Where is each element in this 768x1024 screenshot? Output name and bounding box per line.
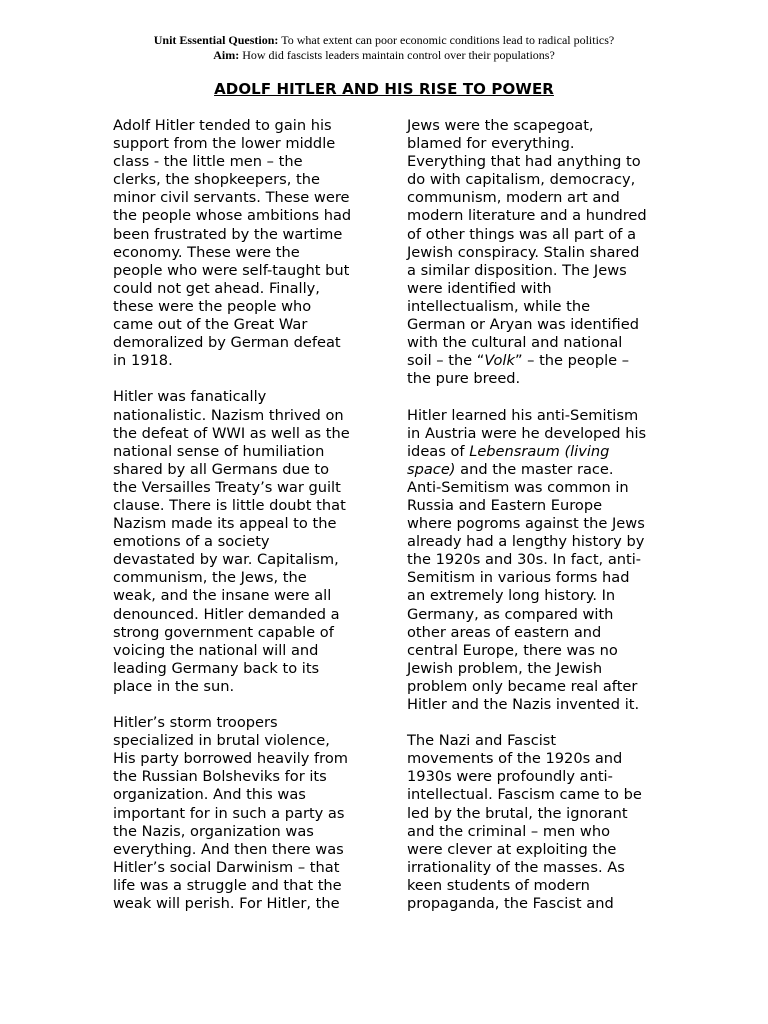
text-line: Anti-Semitism was common in xyxy=(407,478,629,496)
text-line: the 1920s and 30s. In fact, anti- xyxy=(407,551,642,569)
text-line: and the criminal – men who xyxy=(407,822,611,840)
text-line: intellectualism, while the xyxy=(407,297,591,315)
aim-text: How did fascists leaders maintain control over their populations? xyxy=(239,48,555,62)
aim-label: Aim: xyxy=(213,48,240,62)
text-line: movements of the 1920s and xyxy=(407,750,623,768)
text-line: came out of the Great War xyxy=(113,316,308,334)
text-line: other areas of eastern and xyxy=(407,623,602,641)
paragraph xyxy=(407,117,659,388)
text-line: communism, modern art and xyxy=(407,189,620,207)
text-line: shared by all Germans due to xyxy=(113,460,330,478)
text-line: of other things was all part of a xyxy=(407,225,637,243)
paragraph xyxy=(113,714,365,913)
text-line: the people whose ambitions had xyxy=(113,207,352,225)
text-line: Jewish conspiracy. Stalin shared xyxy=(407,243,640,261)
text-line: modern literature and a hundred xyxy=(407,207,647,225)
aim xyxy=(0,48,768,62)
paragraph xyxy=(407,732,659,913)
text-line: these were the people who xyxy=(113,297,312,315)
text-line: Germany, as compared with xyxy=(407,605,614,623)
text-line: demoralized by German defeat xyxy=(113,334,341,352)
text-line: in 1918. xyxy=(113,352,173,370)
essential-question-text: To what extent can poor economic conditions lead to radical politics? xyxy=(278,33,615,47)
text-line: led by the brutal, the ignorant xyxy=(407,804,628,822)
text-line: an extremely long history. In xyxy=(407,587,616,605)
text-line: Hitler’s social Darwinism – that xyxy=(113,858,340,876)
text-line: specialized in brutal violence, xyxy=(113,732,330,750)
text-line: Jews were the scapegoat, xyxy=(407,117,594,134)
text-line: soil – the “Volk” – the people – xyxy=(407,352,630,370)
text-line: 1930s were profoundly anti- xyxy=(407,768,613,786)
text-line: organization. And this was xyxy=(113,786,306,804)
text-line: devastated by war. Capitalism, xyxy=(113,551,339,569)
text-line: problem only became real after xyxy=(407,677,638,695)
text-line: the Versailles Treaty’s war guilt xyxy=(113,478,341,496)
text-line: in Austria were he developed his xyxy=(407,424,647,442)
right-column xyxy=(407,117,659,931)
text-line: do with capitalism, democracy, xyxy=(407,171,636,189)
text-line: voicing the national will and xyxy=(113,641,319,659)
text-line: national sense of humiliation xyxy=(113,442,325,460)
text-line: the Russian Bolsheviks for its xyxy=(113,768,327,786)
text-line: Russia and Eastern Europe xyxy=(407,496,603,514)
text-line: Hitler learned his anti-Semitism xyxy=(407,406,639,424)
text-line: German or Aryan was identified xyxy=(407,316,639,334)
text-line: strong government capable of xyxy=(113,623,334,641)
text-line: Hitler’s storm troopers xyxy=(113,714,278,732)
text-line: could not get ahead. Finally, xyxy=(113,279,320,297)
text-line: clause. There is little doubt that xyxy=(113,496,346,514)
text-line: space) and the master race. xyxy=(407,460,614,478)
text-line: everything. And then there was xyxy=(113,840,344,858)
text-line: class - the little men – the xyxy=(113,153,303,171)
text-line: been frustrated by the wartime xyxy=(113,225,343,243)
left-column xyxy=(113,117,365,931)
text-line: irrationality of the masses. As xyxy=(407,858,625,876)
text-line: central Europe, there was no xyxy=(407,641,618,659)
text-line: propaganda, the Fascist and xyxy=(407,895,614,913)
text-line: a similar disposition. The Jews xyxy=(407,261,627,279)
text-line: nationalistic. Nazism thrived on xyxy=(113,406,344,424)
text-line: clerks, the shopkeepers, the xyxy=(113,171,320,189)
document-title: ADOLF HITLER AND HIS RISE TO POWER xyxy=(214,80,554,98)
text-line: the Nazis, organization was xyxy=(113,822,314,840)
essential-question xyxy=(0,33,768,47)
text-line: were identified with xyxy=(407,279,552,297)
text-line: were clever at exploiting the xyxy=(407,840,617,858)
text-line: keen students of modern xyxy=(407,876,590,894)
text-line: important for in such a party as xyxy=(113,804,345,822)
text-line: The Nazi and Fascist xyxy=(407,732,557,750)
text-line: life was a struggle and that the xyxy=(113,876,342,894)
text-line: Adolf Hitler tended to gain his xyxy=(113,117,332,134)
text-line: denounced. Hitler demanded a xyxy=(113,605,340,623)
text-line: weak, and the insane were all xyxy=(113,587,332,605)
text-line: with the cultural and national xyxy=(407,334,623,352)
text-line: minor civil servants. These were xyxy=(113,189,350,207)
text-line: where pogroms against the Jews xyxy=(407,515,645,533)
text-line: leading Germany back to its xyxy=(113,659,320,677)
text-line: the defeat of WWI as well as the xyxy=(113,424,350,442)
paragraph xyxy=(407,407,659,715)
text-line: weak will perish. For Hitler, the xyxy=(113,895,340,913)
text-line: Everything that had anything to xyxy=(407,153,641,171)
text-line: place in the sun. xyxy=(113,677,235,695)
text-line: emotions of a society xyxy=(113,533,270,551)
text-line: Jewish problem, the Jewish xyxy=(407,659,603,677)
text-line: people who were self-taught but xyxy=(113,261,350,279)
essential-question-label: Unit Essential Question: xyxy=(153,33,279,47)
text-line: communism, the Jews, the xyxy=(113,569,307,587)
text-line: economy. These were the xyxy=(113,243,300,261)
text-line: intellectual. Fascism came to be xyxy=(407,786,642,804)
text-line: Hitler and the Nazis invented it. xyxy=(407,696,640,713)
paragraph xyxy=(113,388,365,696)
text-line: the pure breed. xyxy=(407,370,521,388)
text-line: ideas of Lebensraum (living xyxy=(407,442,610,460)
text-line: His party borrowed heavily from xyxy=(113,750,348,768)
text-line: Nazism made its appeal to the xyxy=(113,515,337,533)
text-line: blamed for everything. xyxy=(407,135,575,153)
paragraph xyxy=(113,117,365,370)
text-line: already had a lengthy history by xyxy=(407,533,645,551)
text-line: Hitler was fanatically xyxy=(113,388,267,406)
text-line: support from the lower middle xyxy=(113,135,336,153)
text-line: Semitism in various forms had xyxy=(407,569,630,587)
